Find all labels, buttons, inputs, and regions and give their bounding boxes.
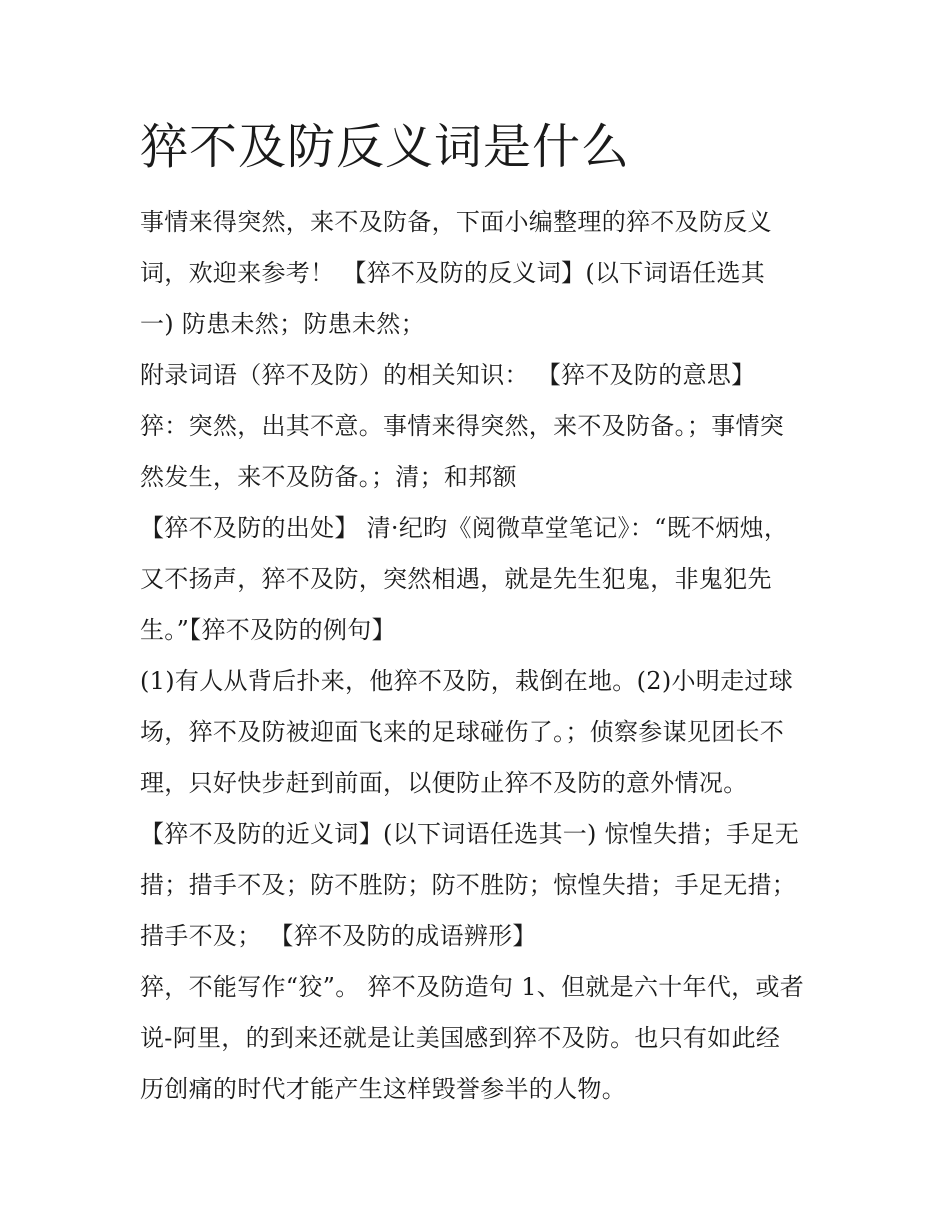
body-line-6: 然发生，来不及防备。；清；和邦额 bbox=[140, 463, 517, 491]
body-line-15: 措手不及； 【猝不及防的成语辨形】 bbox=[140, 922, 537, 950]
body-line-9: 生。”【猝不及防的例句】 bbox=[140, 616, 396, 644]
body-line-13: 【猝不及防的近义词】(以下词语任选其一) 惊惶失措；手足无 bbox=[140, 820, 800, 848]
body-line-18: 历创痛的时代才能产生这样毁誉参半的人物。 bbox=[140, 1075, 626, 1103]
body-line-14: 措；措手不及；防不胜防；防不胜防；惊惶失措；手足无措； bbox=[140, 871, 797, 899]
body-line-12: 理，只好快步赶到前面，以便防止猝不及防的意外情况。 bbox=[140, 769, 748, 797]
body-line-11: 场，猝不及防被迎面飞来的足球碰伤了。；侦察参谋见团长不 bbox=[140, 718, 785, 746]
body-line-5: 猝：突然，出其不意。事情来得突然，来不及防备。；事情突 bbox=[140, 412, 785, 440]
body-line-4: 附录词语（猝不及防）的相关知识： 【猝不及防的意思】 bbox=[140, 361, 756, 389]
body-line-1: 事情来得突然，来不及防备，下面小编整理的猝不及防反义 bbox=[140, 208, 772, 236]
body-line-16: 猝，不能写作“狡”。 猝不及防造句 1、但就是六十年代，或者 bbox=[140, 973, 805, 1001]
body-line-17: 说-阿里，的到来还就是让美国感到猝不及防。也只有如此经 bbox=[140, 1024, 781, 1052]
body-line-3: 一) 防患未然；防患未然； bbox=[140, 310, 425, 338]
page-title: 猝不及防反义词是什么 bbox=[140, 119, 631, 175]
body-line-8: 又不扬声，猝不及防，突然相遇，就是先生犯鬼，非鬼犯先 bbox=[140, 565, 772, 593]
body-line-2: 词，欢迎来参考！ 【猝不及防的反义词】(以下词语任选其 bbox=[140, 259, 766, 287]
body-line-7: 【猝不及防的出处】 清·纪昀《阅微草堂笔记》：“既不炳烛， bbox=[140, 514, 789, 542]
body-line-10: (1)有人从背后扑来，他猝不及防，栽倒在地。(2)小明走过球 bbox=[140, 667, 793, 695]
